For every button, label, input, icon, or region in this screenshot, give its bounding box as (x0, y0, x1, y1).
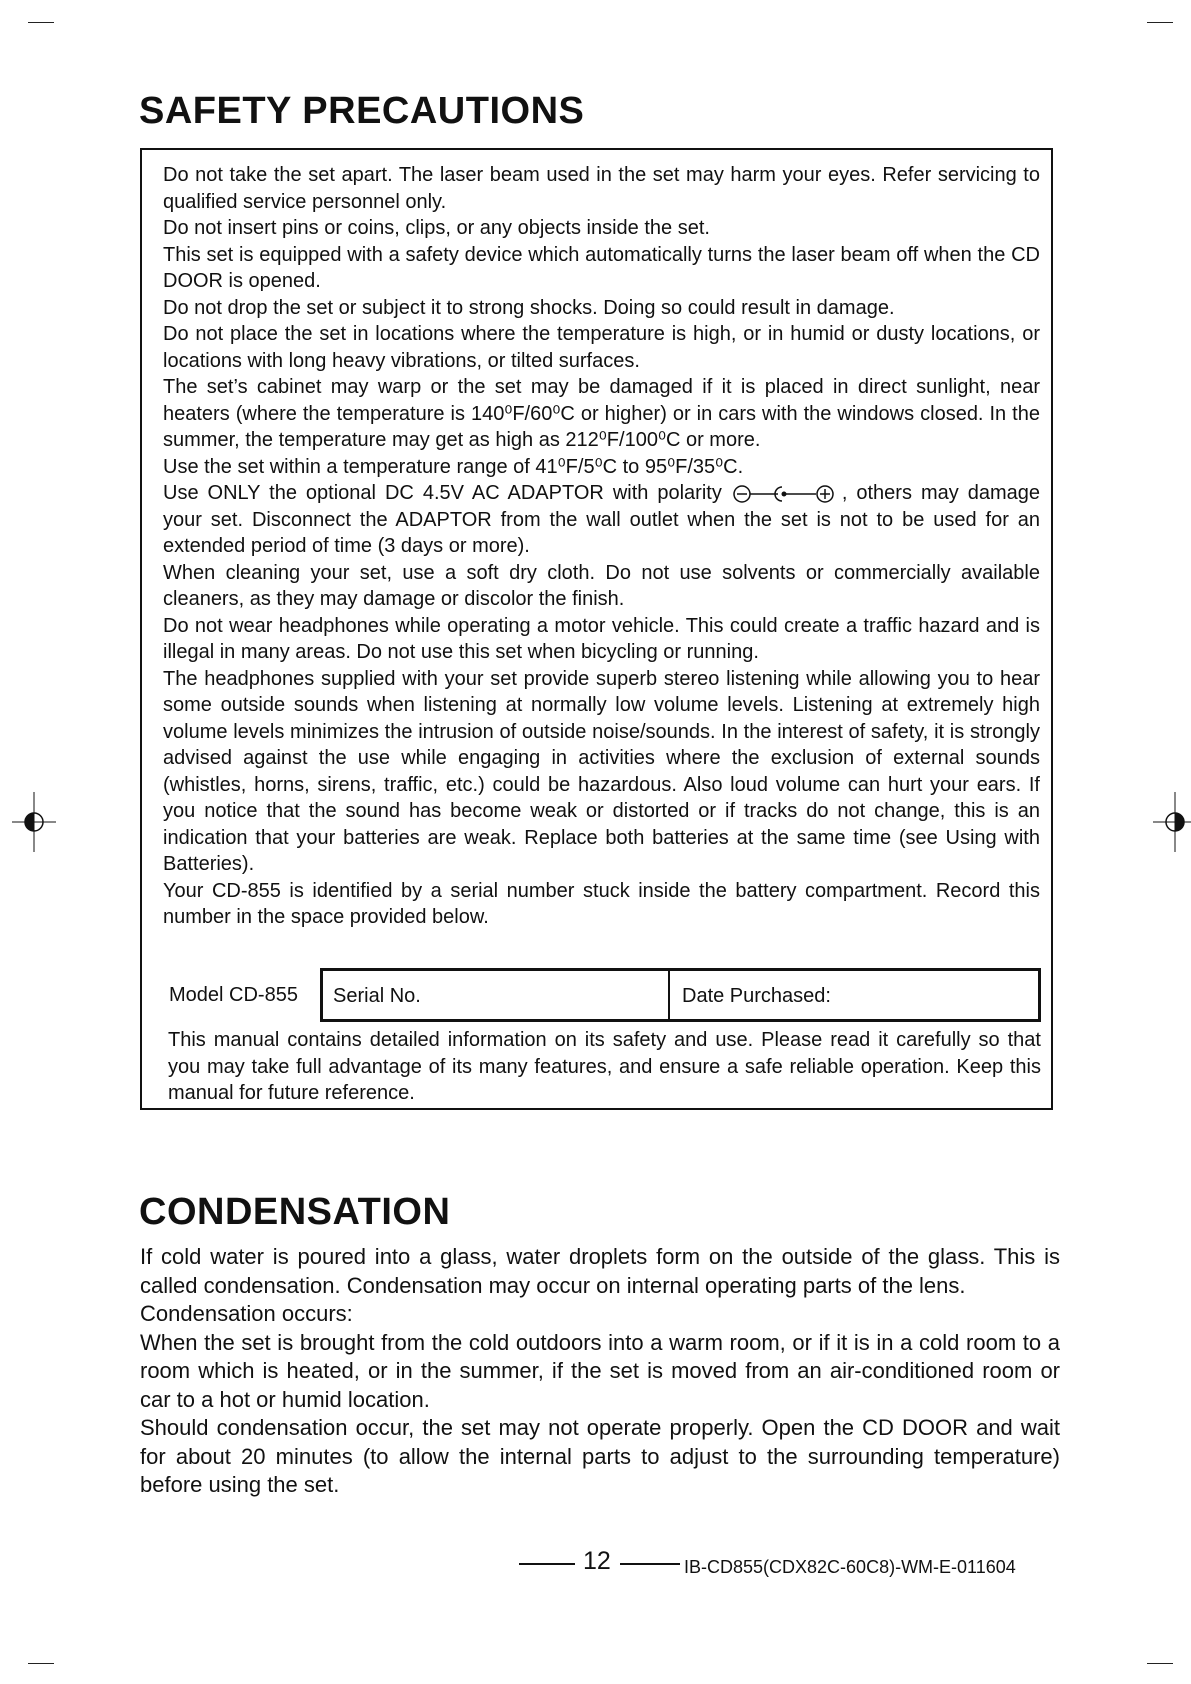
precaution-item: Use the set within a temperature range of 41⁰F/5⁰C to 95⁰F/35⁰C. (163, 455, 744, 478)
precaution-item: Do not take the set apart. The laser beam used in the set may harm your eyes. Refer servicing to qualified service personnel only. (163, 164, 1040, 213)
adaptor-text-after: , others may damage your set. Disconnect the ADAPTOR from the wall outlet when the set is not to be used for an extended period of time (3 days or more). (163, 482, 1040, 557)
manual-reference-note: This manual contains detailed information on its safety and use. Please read it carefully so that you may take full advantage of its many features, and ensure a safe reliable operation. Keep this manual for future reference. (168, 1029, 1041, 1104)
precaution-item: Do not insert pins or coins, clips, or any objects inside the set. (163, 217, 710, 239)
condensation-paragraph: Condensation occurs: (140, 1301, 353, 1326)
date-purchased-field[interactable] (670, 971, 1038, 1019)
safety-precautions-box (140, 148, 1053, 1110)
crop-mark (28, 1663, 54, 1664)
model-label: Model CD-855 (169, 984, 298, 1006)
precaution-item-adaptor (163, 480, 1040, 560)
crop-mark (1147, 22, 1173, 23)
serial-record-table (320, 968, 1041, 1022)
precaution-item: Do not wear headphones while operating a motor vehicle. This could create a traffic hazard and is illegal in many areas. Do not use this set when bicycling or running. (163, 614, 1040, 663)
crop-mark (1147, 1663, 1173, 1664)
precaution-item: The set’s cabinet may warp or the set may be damaged if it is placed in direct sunlight, near heaters (where the temperature is 140⁰F/60⁰C or higher) or in cars with the windows closed. In the summer, the temperature may get as high as 212⁰F/100⁰C or more. (163, 376, 1040, 451)
registration-mark-icon (12, 792, 56, 852)
polarity-symbol-icon (732, 483, 836, 505)
safety-precautions-heading: SAFETY PRECAUTIONS (139, 90, 585, 132)
precaution-item: Do not drop the set or subject it to strong shocks. Doing so could result in damage. (163, 296, 895, 319)
precaution-item: Your CD-855 is identified by a serial number stuck inside the battery compartment. Record this number in the space provided below. (163, 879, 1040, 928)
condensation-paragraph: When the set is brought from the cold outdoors into a warm room, or if it is in a cold room to a room which is heated, or in the summer, if the set is moved from an air-conditioned room or car to a hot or humid location. (140, 1329, 1060, 1412)
serial-record-row (142, 968, 1053, 1022)
footer-rule-left (519, 1563, 575, 1565)
precaution-item: When cleaning your set, use a soft dry cloth. Do not use solvents or commercially available cleaners, as they may damage or discolor the finish. (163, 561, 1040, 610)
condensation-section (140, 1243, 1060, 1500)
precaution-item: This set is equipped with a safety device which automatically turns the laser beam off when the CD DOOR is opened. (163, 243, 1040, 292)
document-id: IB-CD855(CDX82C-60C8)-WM-E-011604 (684, 1557, 1016, 1577)
footer-rule-right (620, 1563, 680, 1565)
page-footer (0, 1547, 1191, 1591)
date-purchased-label: Date Purchased: (682, 985, 831, 1007)
page-number: 12 (583, 1547, 611, 1575)
precaution-item: Do not place the set in locations where the temperature is high, or in humid or dusty locations, or locations with long heavy vibrations, or tilted surfaces. (163, 323, 1040, 372)
adaptor-text-before: Use ONLY the optional DC 4.5V AC ADAPTOR with polarity (163, 482, 722, 504)
precaution-item: The headphones supplied with your set provide superb stereo listening while allowing you to hear some outside sounds when listening at normally low volume levels. Listening at extremely high volume levels minimizes the intrusion of outside noise/sounds. In the interest of safety, it is strongly advised against the use while engaging in activities where the exclusion of external sounds (whistles, horns, sirens, traffic, etc.) could be hazardous. Also loud volume can hurt your ears. If you notice that the sound has become weak or distorted or if tracks do not change, this is an indication that your batteries are weak. Replace both batteries at the same time (see Using with Batteries). (163, 667, 1040, 875)
serial-number-label: Serial No. (333, 985, 421, 1007)
condensation-heading: CONDENSATION (139, 1191, 451, 1233)
condensation-paragraph: If cold water is poured into a glass, water droplets form on the outside of the glass. This is called condensation. Condensation may occur on internal operating parts of the lens. (140, 1244, 1060, 1298)
registration-mark-icon (1153, 792, 1191, 852)
serial-number-field[interactable] (323, 971, 670, 1019)
crop-mark (28, 22, 54, 23)
condensation-paragraph: Should condensation occur, the set may not operate properly. Open the CD DOOR and wait for about 20 minutes (to allow the internal parts to adjust to the surrounding temperature) before using the set. (140, 1415, 1060, 1497)
precautions-list (163, 162, 1040, 931)
